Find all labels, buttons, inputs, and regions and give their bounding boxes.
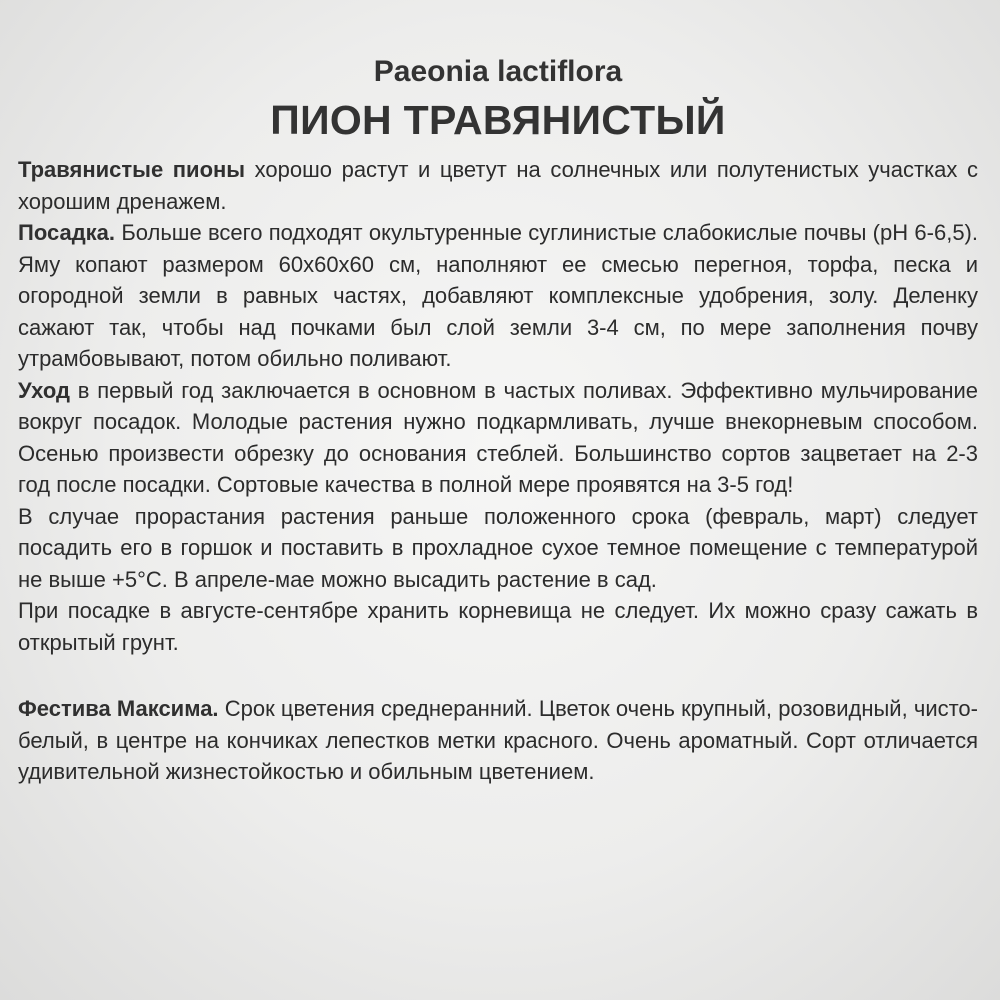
planting-lead: Посадка. <box>18 220 116 245</box>
variety-text: Срок цветения среднеранний. Цветок очень крупный, розовидный, чисто-белый, в центре на кончиках лепестков метки красного. Очень ароматный. Сорт отличается удивительной жизнестойкостью и обильным цветением. <box>18 696 978 784</box>
care-lead: Уход <box>18 377 70 403</box>
variety-lead: Фестива Максима. <box>18 696 219 721</box>
package-text <box>18 52 978 788</box>
page-title: ПИОН ТРАВЯНИСТЫЙ <box>270 97 726 143</box>
intro-text: хорошо растут и цветут на солнечных или полутенистых участках с хорошим дренажем. <box>18 157 978 214</box>
autumn-planting-paragraph: При посадке в августе-сентябре хранить корневища не следует. Их можно сразу сажать в открытый грунт. <box>18 598 978 655</box>
planting-text: Больше всего подходят окультуренные суглинистые слабокислые почвы (pH 6-6,5). Яму копают размером 60х60х60 см, наполняют ее смесью перегноя, торфа, песка и огородной земли в равных частях, добавляют комплексные удобрения, золу. Деленку сажают так, чтобы над почками был слой земли 3-4 см, по мере заполнения почву утрамбовывают, потом обильно поливают. <box>18 220 978 371</box>
variety-paragraph <box>18 693 978 788</box>
section-gap <box>18 658 978 693</box>
care-text: в первый год заключается в основном в частых поливах. Эффективно мульчирование вокруг посадок. Молодые растения нужно подкармливать, лучше внекорневым способом. Осенью произвести обрезку до основания стеблей. Большинство сортов зацветает на 2-3 год после посадки. Сортовые качества в полной мере проявятся на 3-5 год! <box>18 377 978 497</box>
intro-paragraph <box>18 154 978 217</box>
latin-name: Paeonia lactiflora <box>373 55 623 88</box>
intro-lead: Травянистые пионы <box>18 157 246 182</box>
planting-paragraph <box>18 217 978 375</box>
care-paragraph <box>18 375 978 501</box>
early-sprouting-paragraph: В случае прорастания растения раньше положенного срока (февраль, март) следует посадить его в горшок и поставить в прохладное сухое темное помещение с температурой не выше +5°С. В апреле-мае можно высадить растение в сад. <box>18 503 978 592</box>
